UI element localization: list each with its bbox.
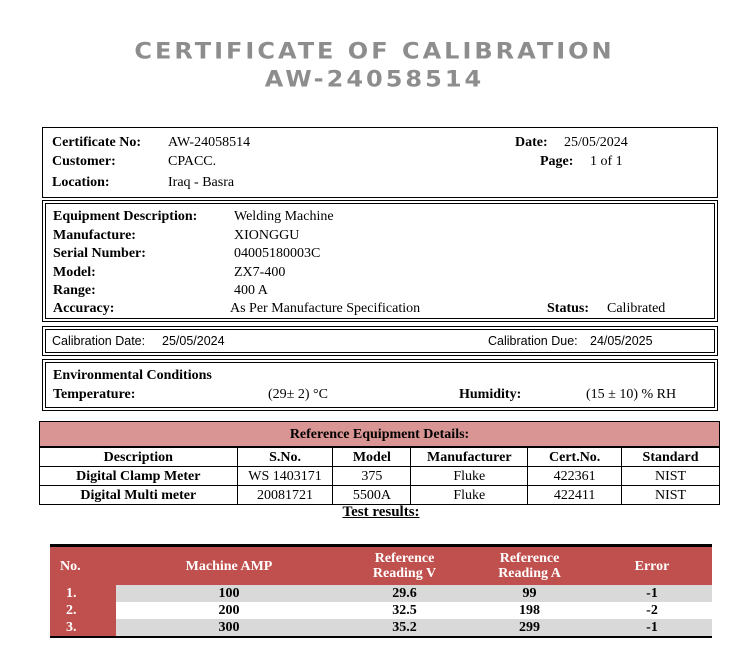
accuracy-value: As Per Manufacture Specification [230, 301, 421, 316]
test-col-no: No. [50, 547, 116, 585]
reference-cell: 422361 [528, 467, 622, 486]
status-label: Status: [547, 301, 590, 316]
reference-header-row [40, 448, 720, 467]
location-label: Location: [52, 175, 110, 190]
reference-cell: 20081721 [237, 486, 333, 505]
test-cell: 35.2 [342, 619, 467, 636]
reference-cell: 5500A [333, 486, 411, 505]
humidity-label: Humidity: [459, 387, 522, 402]
test-col-ref-v [342, 547, 467, 585]
range-label: Range: [53, 283, 96, 298]
test-cell-no: 1. [50, 585, 116, 602]
humidity-value: (15 ± 10) % RH [586, 387, 677, 402]
temperature-label: Temperature: [53, 387, 136, 402]
location-value: Iraq - Basra [168, 175, 235, 190]
cert-no-value: AW-24058514 [168, 135, 251, 150]
environment-heading: Environmental Conditions [53, 368, 212, 383]
table-row [50, 619, 712, 636]
table-row [50, 585, 712, 602]
date-label: Date: [515, 135, 548, 150]
customer-value: CPACC. [168, 154, 217, 169]
page-value: 1 of 1 [590, 154, 623, 169]
test-results-heading: Test results: [342, 504, 420, 520]
test-col-ref-a-label: Reference Reading A [498, 551, 561, 581]
equipment-desc-label: Equipment Description: [53, 209, 198, 224]
model-label: Model: [53, 265, 96, 280]
reference-col-certno: Cert.No. [528, 448, 622, 467]
test-cell: -1 [592, 585, 712, 602]
temperature-value: (29± 2) °C [268, 387, 328, 402]
reference-col-sno: S.No. [237, 448, 333, 467]
reference-cell: 422411 [528, 486, 622, 505]
status-value: Calibrated [607, 301, 666, 316]
customer-label: Customer: [52, 154, 116, 169]
calibration-date-label: Calibration Date: [52, 334, 146, 348]
reference-cell: Fluke [411, 486, 528, 505]
test-cell: -2 [646, 603, 658, 618]
reference-col-standard: Standard [622, 448, 720, 467]
test-col-ref-a [467, 547, 592, 585]
test-cell: 300 [116, 619, 342, 636]
reference-cell: 375 [333, 467, 411, 486]
certificate-number-title: AW-24058514 [264, 66, 485, 92]
calibration-due-label: Calibration Due: [488, 334, 578, 348]
test-cell-no: 3. [50, 619, 116, 636]
test-cell: 200 [218, 603, 240, 618]
model-value: ZX7-400 [234, 265, 286, 280]
test-col-error: Error [592, 547, 712, 585]
table-row [40, 467, 720, 486]
test-results-table [50, 544, 712, 638]
calibration-due-value: 24/05/2025 [590, 334, 653, 348]
reference-cell: Fluke [411, 467, 528, 486]
serial-value: 04005180003C [234, 246, 321, 261]
test-cell: 32.5 [392, 603, 417, 618]
accuracy-label: Accuracy: [53, 301, 115, 316]
reference-col-manufacturer: Manufacturer [411, 448, 528, 467]
table-row [40, 486, 720, 505]
calibration-date-value: 25/05/2024 [162, 334, 225, 348]
test-header-row [50, 547, 712, 585]
reference-col-description: Description [40, 448, 238, 467]
date-value: 25/05/2024 [564, 135, 628, 150]
reference-table [39, 447, 720, 505]
page-label: Page: [540, 154, 574, 169]
test-col-machine-amp: Machine AMP [116, 547, 342, 585]
reference-heading: Reference Equipment Details: [39, 421, 720, 447]
test-cell: 299 [467, 619, 592, 636]
test-cell: 29.6 [342, 585, 467, 602]
manufacture-value: XIONGGU [234, 228, 300, 243]
range-value: 400 A [234, 283, 268, 298]
reference-cell: WS 1403171 [237, 467, 333, 486]
reference-cell: NIST [622, 467, 720, 486]
equipment-desc-value: Welding Machine [234, 209, 334, 224]
reference-cell: Digital Multi meter [40, 486, 238, 505]
test-cell: 198 [519, 603, 540, 618]
test-col-ref-v-label: Reference Reading V [372, 551, 437, 581]
reference-cell: NIST [622, 486, 720, 505]
reference-col-model: Model [333, 448, 411, 467]
test-cell-no: 2. [50, 602, 116, 619]
certificate-title: CERTIFICATE OF CALIBRATION [134, 38, 615, 64]
test-cell: 100 [116, 585, 342, 602]
table-row [50, 602, 712, 619]
test-cell: 99 [467, 585, 592, 602]
test-cell: -1 [592, 619, 712, 636]
manufacture-label: Manufacture: [53, 228, 136, 243]
reference-cell: Digital Clamp Meter [40, 467, 238, 486]
cert-no-label: Certificate No: [52, 135, 142, 150]
serial-label: Serial Number: [53, 246, 146, 261]
